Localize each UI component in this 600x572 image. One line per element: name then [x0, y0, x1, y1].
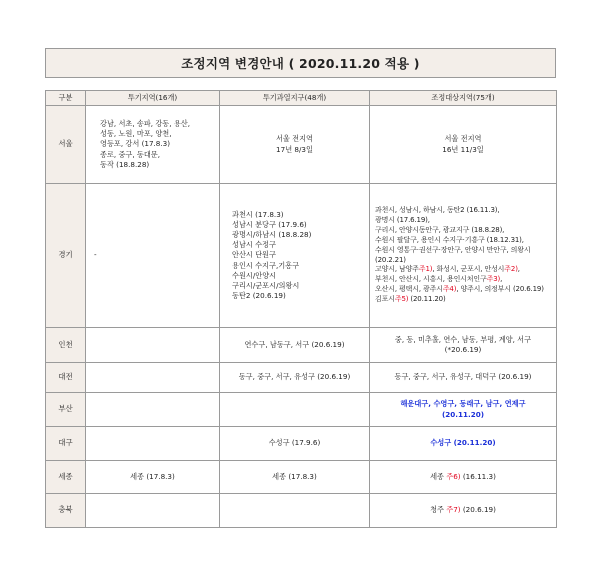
chungbuk-adjustment-cell	[370, 494, 557, 528]
incheon-adjustment-cell	[370, 328, 557, 363]
chungbuk-speculation-cell	[86, 494, 220, 528]
cell-text: ,	[500, 275, 503, 284]
regulation-table	[45, 90, 557, 528]
seoul-speculation-cell	[86, 106, 220, 184]
table-row-busan	[46, 393, 557, 427]
daegu-overheated-cell: 수성구 (17.9.6)	[220, 427, 370, 461]
cell-line: 수원시 영통구·권선구·장안구, 안양시 만안구, 의왕시	[375, 245, 531, 254]
header-region: 구분	[46, 91, 86, 106]
busan-overheated-cell	[220, 393, 370, 427]
cell-line: 구리시/군포시/의왕시	[232, 281, 300, 291]
incheon-speculation-cell	[86, 328, 220, 363]
cell-text: , 화성시, 군포시, 안성시	[432, 265, 505, 274]
cell-line: 강남, 서초, 송파, 강동, 용산,	[100, 118, 190, 128]
cell-line: 광명시/하남시 (18.8.28)	[232, 229, 312, 239]
footnote-marker: 주6)	[446, 471, 461, 481]
cell-line: 성동, 노원, 마포, 양천,	[100, 129, 172, 139]
table-row-seoul	[46, 106, 557, 184]
row-label: 대전	[46, 363, 86, 393]
footnote-marker: 주5)	[394, 295, 409, 304]
cell-text: (20.11.20)	[408, 295, 446, 304]
table-row-gyeonggi	[46, 184, 557, 328]
sejong-speculation-cell: 세종 (17.8.3)	[86, 461, 220, 494]
cell-line: 16년 11/3일	[442, 144, 484, 154]
cell-line: 17년 8/3일	[276, 144, 313, 154]
chungbuk-overheated-cell	[220, 494, 370, 528]
cell-line: 성남시 수정구	[232, 240, 276, 250]
cell-text: 김포시	[375, 295, 395, 304]
cell-line: 서울 전지역	[275, 134, 313, 144]
row-label: 서울	[46, 106, 86, 184]
cell-line: 광명시 (17.6.19),	[375, 215, 430, 224]
daejeon-adjustment-cell: 동구, 중구, 서구, 유성구, 대덕구 (20.6.19)	[370, 363, 557, 393]
row-label: 부산	[46, 393, 86, 427]
cell-line: 중, 동, 미추홀, 연수, 남동, 부평, 계양, 서구	[394, 334, 532, 344]
table-row-chungbuk	[46, 494, 557, 528]
gyeonggi-adjustment-cell	[370, 184, 557, 328]
footnote-marker: 주4)	[442, 285, 457, 294]
sejong-overheated-cell: 세종 (17.8.3)	[220, 461, 370, 494]
cell-line	[375, 285, 552, 295]
cell-text: (20.6.19)	[460, 505, 496, 515]
daegu-adjustment-cell: 수성구 (20.11.20)	[370, 427, 557, 461]
cell-text: (16.11.3)	[460, 471, 496, 481]
cell-line: 수원시/안양시	[232, 270, 277, 280]
row-label: 경기	[46, 184, 86, 328]
row-label: 대구	[46, 427, 86, 461]
cell-line: 동탄2 (20.6.19)	[232, 291, 286, 301]
cell-text: 오산시, 평택시, 광주시	[375, 285, 443, 294]
cell-line	[375, 265, 552, 275]
footnote-marker: 주2)	[504, 265, 518, 274]
table-row-sejong	[46, 461, 557, 494]
daejeon-speculation-cell	[86, 363, 220, 393]
incheon-overheated-cell: 연수구, 남동구, 서구 (20.6.19)	[220, 328, 370, 363]
cell-line	[375, 275, 552, 285]
cell-text: ,	[517, 265, 520, 274]
cell-text: 청주	[430, 505, 447, 515]
cell-line: 서울 전지역	[444, 134, 482, 144]
cell-line: 용인시 수지구,기흥구	[232, 260, 300, 270]
cell-line: (20.11.20)	[441, 409, 485, 419]
daegu-speculation-cell	[86, 427, 220, 461]
footnote-marker: 주1)	[418, 265, 433, 274]
cell-line: 과천시, 성남시, 하남시, 동탄2 (16.11.3),	[375, 205, 500, 214]
gyeonggi-speculation-cell: -	[86, 184, 220, 328]
gyeonggi-overheated-cell	[220, 184, 370, 328]
cell-line: 동작 (18.8.28)	[100, 159, 150, 169]
busan-speculation-cell	[86, 393, 220, 427]
cell-line: 성남시 분당구 (17.9.6)	[232, 219, 307, 229]
footnote-marker: 주7)	[446, 505, 461, 515]
seoul-adjustment-cell	[370, 106, 557, 184]
page-title: 조정지역 변경안내 ( 2020.11.20 적용 )	[45, 48, 556, 78]
cell-text: 세종	[430, 471, 447, 481]
footnote-marker: 주3)	[486, 275, 501, 284]
cell-line: (*20.6.19)	[444, 345, 482, 354]
header-overheated-zone: 투기과열지구(48개)	[220, 91, 370, 106]
table-row-daejeon	[46, 363, 557, 393]
cell-line: 종로, 중구, 동대문,	[100, 149, 161, 159]
table-header-row	[46, 91, 557, 106]
cell-line: 영등포, 강서 (17.8.3)	[100, 139, 171, 149]
cell-line	[375, 295, 552, 305]
row-label: 충북	[46, 494, 86, 528]
table-row-daegu	[46, 427, 557, 461]
cell-line: 구리시, 안양시동안구, 광교지구 (18.8.28),	[375, 225, 505, 234]
cell-line: 해운대구, 수영구, 동래구, 남구, 연제구	[400, 399, 526, 409]
daejeon-overheated-cell: 동구, 중구, 서구, 유성구 (20.6.19)	[220, 363, 370, 393]
table-row-incheon	[46, 328, 557, 363]
cell-line: 과천시 (17.8.3)	[232, 209, 284, 219]
header-adjustment-zone: 조정대상지역(75개)	[370, 91, 557, 106]
busan-adjustment-cell	[370, 393, 557, 427]
cell-text: 부천시, 안산시, 시흥시, 용인시처인구	[375, 275, 487, 284]
cell-line: 수원시 팔달구, 용인시 수지구·기흥구 (18.12.31),	[375, 235, 524, 244]
cell-line: (20.2.21)	[375, 255, 406, 264]
row-label: 인천	[46, 328, 86, 363]
cell-text: , 양주시, 의정부시 (20.6.19)	[456, 285, 544, 294]
row-label: 세종	[46, 461, 86, 494]
header-speculation-zone: 투기지역(16개)	[86, 91, 220, 106]
seoul-overheated-cell	[220, 106, 370, 184]
sejong-adjustment-cell	[370, 461, 557, 494]
cell-text: 고양시, 남양주	[375, 265, 419, 274]
cell-line: 안산시 단원구	[232, 250, 276, 260]
